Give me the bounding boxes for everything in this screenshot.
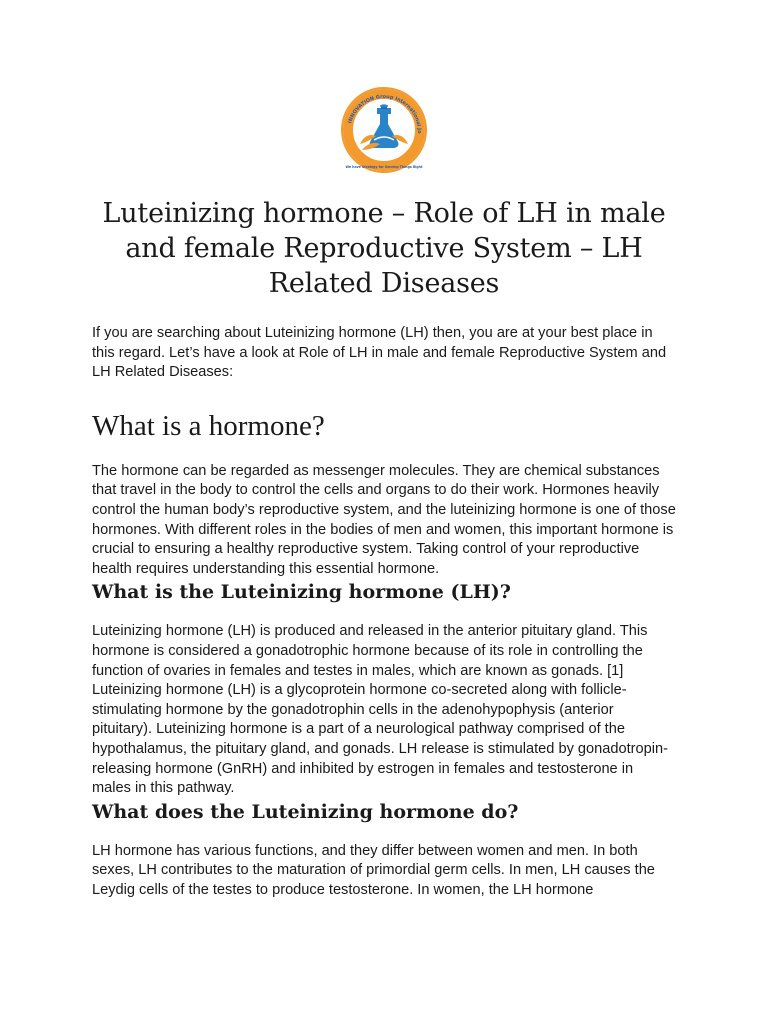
- organization-logo: [336, 84, 432, 180]
- logo-ring-text: INNOVATION Group International Jo: [347, 93, 423, 134]
- section-paragraph-hormone: The hormone can be regarded as messenger molecules. They are chemical substances that travel in the body to control the cells and organs to do their work. Hormones heavily control the human body’s reproductive system, and the luteinizing hormone is one of those hormones. With different roles in the bodies of men and women, this important hormone is crucial to ensuring a healthy reproductive system. Taking control of your reproductive health requires understanding this essential hormone.: [92, 462, 676, 577]
- section-heading-what-is-lh: What is the Luteinizing hormone (LH)?: [92, 581, 511, 604]
- intro-paragraph: If you are searching about Luteinizing hormone (LH) then, you are at your best place in this regard. Let’s have a look at Role of LH in male and female Reproductive System and LH Related Diseases:: [92, 325, 667, 381]
- section-heading-what-is-hormone: What is a hormone?: [92, 409, 325, 442]
- logo-container: [92, 0, 676, 180]
- document-title: Luteinizing hormone – Role of LH in male and female Reproductive System – LH Related Diseases: [102, 198, 666, 299]
- section-heading-what-lh-does: What does the Luteinizing hormone do?: [92, 800, 519, 823]
- section-paragraph-lh-functions: LH hormone has various functions, and they differ between women and men. In both sexes, LH contributes to the maturation of primordial germ cells. In men, LH causes the Leydig cells of the testes to produce testosterone. In women, the LH hormone: [92, 842, 655, 898]
- logo-tagline: We have Strategy for Serving Things Right: [345, 165, 423, 169]
- section-paragraph-lh: Luteinizing hormone (LH) is produced and released in the anterior pituitary gland. This hormone is considered a gonadotrophic hormone because of its role in controlling the function of ovaries in females and testes in males, which are known as gonads. [1] Luteinizing hormone (LH) is a glycoprotein hormone co-secreted along with follicle-stimulating hormone by the gonadotrophin cells in the adenohypophysis (anterior pituitary). Luteinizing hormone is a part of a neurological pathway comprised of the hypothalamus, the pituitary gland, and gonads. LH release is stimulated by gonadotropin-releasing hormone (GnRH) and inhibited by estrogen in females and testosterone in males in this pathway.: [92, 623, 668, 797]
